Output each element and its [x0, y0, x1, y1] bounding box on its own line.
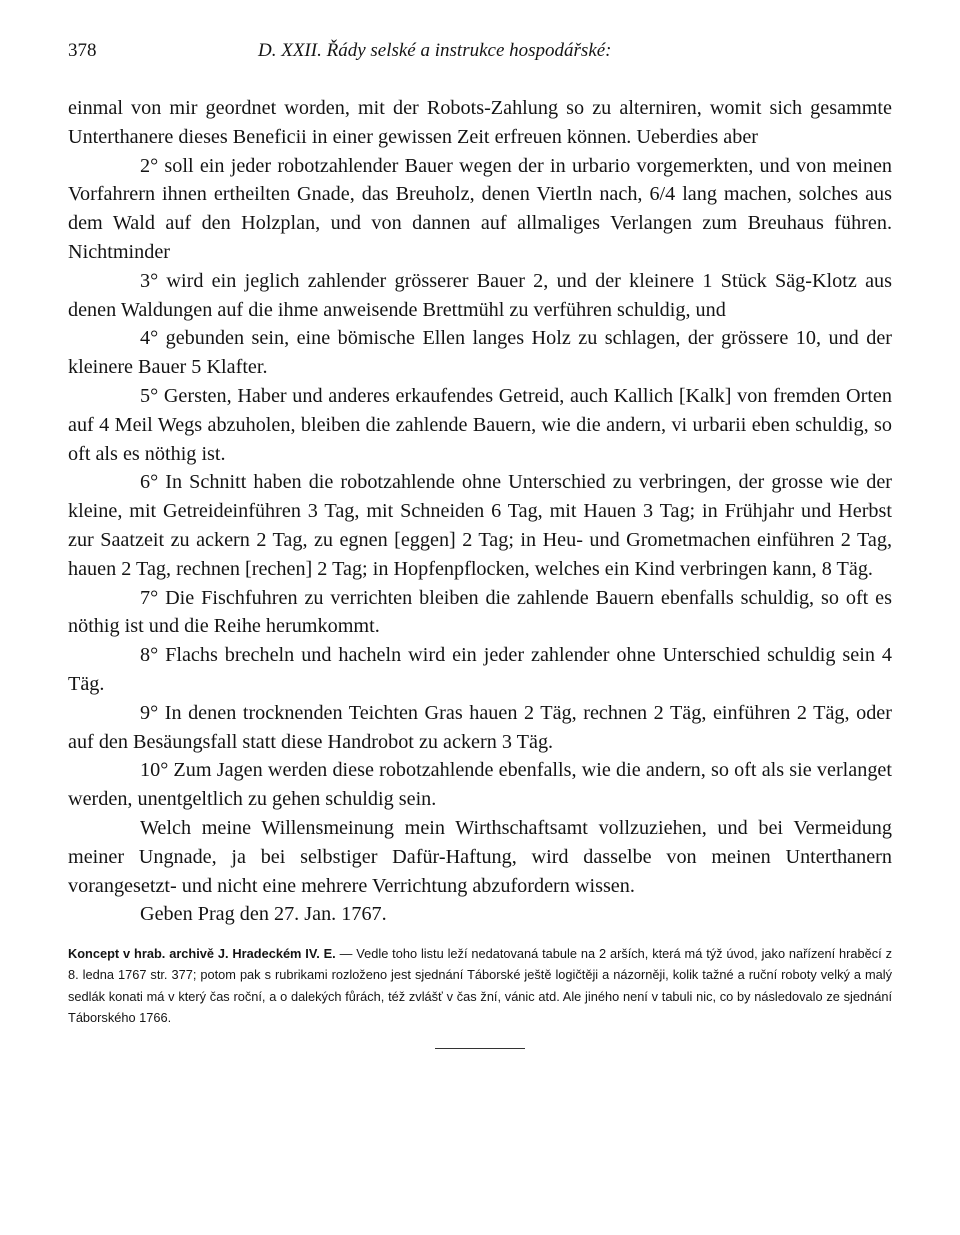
paragraph-item-9: 9° In denen trocknenden Teichten Gras hauen 2 Täg, rechnen 2 Täg, einführen 2 Täg, oder auf den Besäungsfall statt diese Handrobot zu ackern 3 Täg. [68, 701, 892, 753]
paragraph-item-4: 4° gebunden sein, eine bömische Ellen langes Holz zu schlagen, der grössere 10, und der kleinere Bauer 5 Klafter. [68, 327, 892, 379]
paragraph-item-3: 3° wird ein jeglich zahlender grösserer Bauer 2, und der kleinere 1 Stück Säg-Klotz aus denen Waldungen auf die ihme anweisende Brettmühl zu verführen schuldig, und [68, 269, 892, 321]
end-rule [435, 1048, 525, 1049]
paragraph-item-8: 8° Flachs brecheln und hacheln wird ein jeder zahlender ohne Unterschied schuldig sein 4 Täg. [68, 644, 892, 695]
source-note-lead: Koncept v hrab. archivě J. Hradeckém IV. E. [68, 946, 336, 962]
document-page [68, 40, 892, 1049]
paragraph-item-7: 7° Die Fischfuhren zu verrichten bleiben die zahlende Bauern ebenfalls schuldig, so oft es nöthig ist und die Reihe herumkommt. [68, 586, 892, 638]
paragraph-item-6: 6° In Schnitt haben die robotzahlende ohne Unterschied zu verbringen, der grosse wie der kleine, mit Getreideinführen 3 Tag, mit Schneiden 6 Tag, mit Hauen 3 Tag; in Frühjahr und Herbst zur Saatzeit zu ackern 2 Tag, zu egnen [eggen] 2 Tag; in Heu- und Grometmachen einführen 2 Tag, hauen 2 Tag, rechnen [rechen] 2 Tag; in Hopfenpflocken, welches ein Kind verbringen kann, 8 Täg. [68, 471, 892, 580]
paragraph-closing: Welch meine Willensmeinung mein Wirthschaftsamt vollzuziehen, und bei Vermeidung meiner Ungnade, ja bei selbstiger Dafür-Haftung, wird dasselbe von meinen Unterthanern vorangesetzt- und nicht eine mehrere Verrichtung abzufordern wissen. [68, 816, 892, 897]
body-text [68, 94, 892, 929]
running-title: D. XXII. Řády selské a instrukce hospodářské: [258, 40, 612, 61]
paragraph-item-5: 5° Gersten, Haber und anderes erkaufendes Getreid, auch Kallich [Kalk] von fremden Orten auf 4 Meil Wegs abzuholen, bleiben die zahlende Bauern, wie die andern, vi urbarii eben schuldig, so oft als es nöthig ist. [68, 384, 892, 465]
page-number: 378 [68, 40, 97, 61]
source-note [68, 943, 892, 1028]
page-header [68, 40, 892, 74]
paragraph-intro: einmal von mir geordnet worden, mit der Robots-Zahlung so zu alterniren, womit sich gesammte Unterthanere dieses Beneficii in einer gewissen Zeit erfreuen können. Ueberdies aber [68, 97, 892, 148]
paragraph-date: Geben Prag den 27. Jan. 1767. [140, 903, 387, 926]
paragraph-item-2: 2° soll ein jeder robotzahlender Bauer wegen der in urbario vorgemerkten, und von meinen Vorfahrern ihnen ertheilten Gnade, das Breuholz, denen Viertln nach, 6/4 lang machen, solches aus dem Wald auf den Holzplan, und von dannen auf allmaliges Verlangen zum Breuhaus führen. Nichtminder [68, 154, 892, 263]
source-note-text: — Vedle toho listu leží nedatovaná tabule na 2 arších, která má týž úvod, jako nařízení hraběcí z 8. ledna 1767 str. 377; potom pak s rubrikami rozloženo jest sjednání Táborské ještě logičtěji a názorněji, kolik tažné a ruční roboty velký a malý sedlák konati má v který čas roční, a o dalekých fůrách, též zvlášť v čas žní, vánic atd. Ale jiného není v tabuli nic, co by následovalo ze sjednání Táborského 1766. [68, 946, 892, 1025]
paragraph-item-10: 10° Zum Jagen werden diese robotzahlende ebenfalls, wie die andern, so oft als sie verlanget werden, unentgeltlich zu gehen schuldig sein. [68, 759, 892, 811]
